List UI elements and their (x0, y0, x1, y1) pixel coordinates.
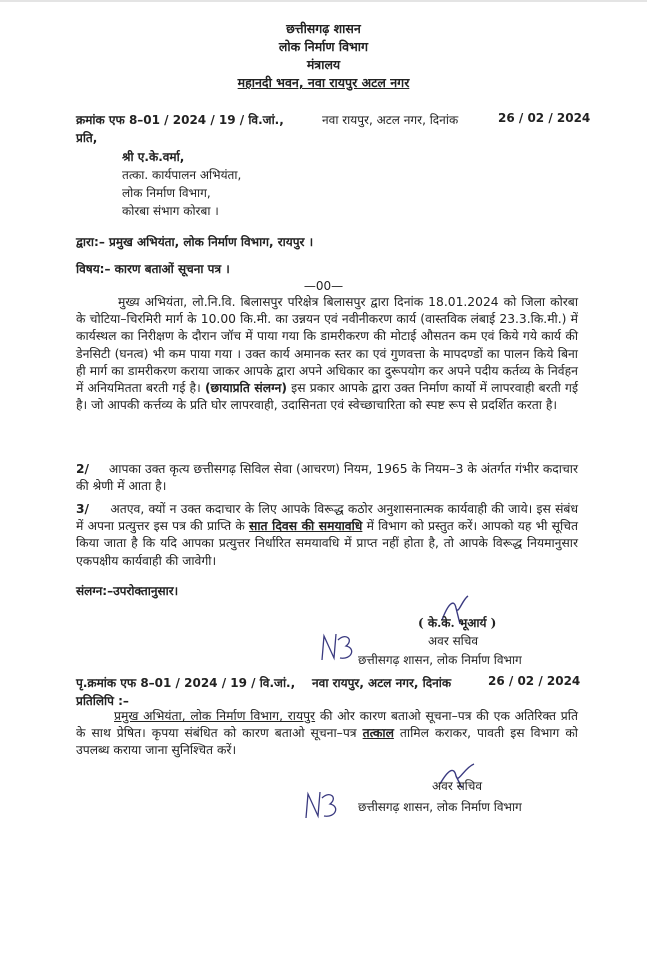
paragraph-1-bold: (छायाप्रति संलग्न) (204, 381, 287, 396)
header-address: महानदी भवन, नवा रायपुर अटल नगर (237, 75, 410, 90)
copy-text-b: की ओर कारण बताओ सूचना–पत्र की एक अतिरिक्त प्रति के साथ प्रेषित। कृपया संबंधित को कारण बताओ सूचना–पत्र (76, 709, 578, 741)
copy-ref-number: पृ.क्रमांक एफ 8–01 / 2024 / 19 / वि.जां., (76, 676, 296, 690)
recipient-division: कोरबा संभाग कोरबा । (122, 204, 219, 218)
copy-paragraph (76, 708, 578, 760)
recipient-department: लोक निर्माण विभाग, (122, 186, 211, 200)
copy-text-a: प्रमुख अभियंता, लोक निर्माण विभाग, रायपुर (114, 709, 316, 723)
paragraph-3-bold: सात दिवस की समयावधि (249, 519, 363, 534)
initials-mark-1 (316, 630, 360, 664)
top-border (0, 0, 647, 2)
paragraph-2-text: आपका उक्त कृत्य छत्तीसगढ़ सिविल सेवा (आचरण) नियम, 1965 के नियम–3 के अंतर्गत गंभीर कदाचार की श्रेणी में आता है। (76, 462, 578, 494)
paragraph-3-text-a: अतएव, क्यों न उक्त कदाचार के लिए आपके विरूद्ध कठोर अनुशासनात्मक कार्यवाही की जाये। इस संबंध में अपना प्रत्युत्तर इस पत्र की प्राप्ति के (76, 502, 579, 534)
recipient-designation: तत्का. कार्यपालन अभियंता, (122, 168, 242, 182)
paragraph-3-text-b: में विभाग को प्रस्तुत करें। आपको यह भी सूचित किया जाता है कि यदि आपका प्रत्युत्तर निर्धारित समयावधि में प्राप्त नहीं होता है, तो आपके विरूद्ध नियमानुसार एकपक्षीय कार्यवाही की जावेगी। (76, 519, 578, 568)
paragraph-1-text: मुख्य अभियंता, लो.नि.वि. बिलासपुर परिक्षेत्र बिलासपुर द्वारा दिनांक 18.01.2024 को जिला कोरबा के चोटिया–चिरमिरी मार्ग के 10.00 कि.मी. का उन्नयन एवं नवीनीकरण कार्य (वास्तविक लंबाई 23.3.कि.मी.) में कार्यस्थल का निरीक्षण के दौरान जॉच में पाया गया कि डामरीकरण की मोटाई औसतन कम एवं किये गये कार्य की डेनसिटी (घनत्व) भी कम पाया गया । उक्त कार्य अमानक स्तर का एवं गुणवत्ता के मापदण्डों का पालन किये बिना ही मार्ग का डामरीकरण कराया जाकर आपके द्वारा अपने अधिकार का दुरूपयोग कर अपने पदीय कर्तव्य के निर्वहन में अनियमितता बरती गई है। (76, 295, 578, 396)
ref-number: क्रमांक एफ 8–01 / 2024 / 19 / वि.जां., (76, 113, 284, 127)
paragraph-2-number: 2/ (76, 462, 90, 476)
copy-text-c: तामिल कराकर, पावती इस विभाग को उपलब्ध कराया जाना सुनिश्चित करें। (76, 726, 578, 758)
copy-label: प्रतिलिपि :– (76, 694, 129, 708)
recipient-name: श्री ए.के.वर्मा, (122, 150, 185, 164)
paragraph-2 (76, 461, 578, 495)
paragraph-1-tail: इस प्रकार आपके द्वारा उक्त निर्माण कार्यो में लापरवाही बरती गई है। जो आपकी कर्त्तव्य के प्रति घोर लापरवाही, उदासिनता एवं स्वेच्छाचारिता को स्पष्ट रूप से प्रदर्शित करता है। (76, 381, 578, 413)
copy-text-bold: तत्काल (362, 726, 394, 741)
via-line: द्वारा:– प्रमुख अभियंता, लोक निर्माण विभाग, रायपुर । (76, 235, 314, 249)
ref-place: नवा रायपुर, अटल नगर, दिनांक (322, 113, 459, 127)
signatory-department: छत्तीसगढ़ शासन, लोक निर्माण विभाग (358, 653, 522, 667)
paragraph-3-number: 3/ (76, 502, 90, 516)
header-department: लोक निर्माण विभाग (278, 39, 369, 54)
divider: —00— (303, 279, 344, 293)
copy-ref-place: नवा रायपुर, अटल नगर, दिनांक (312, 676, 452, 690)
header-government: छत्तीसगढ़ शासन (286, 21, 361, 36)
prati-label: प्रति, (76, 131, 98, 145)
subject-line: विषय:– कारण बताओं सूचना पत्र । (76, 262, 230, 276)
initials-mark-2 (300, 788, 344, 822)
copy-ref-date: 26 / 02 / 2024 (488, 674, 581, 688)
enclosure-line: संलग्न:–उपरोक्तानुसार। (76, 584, 179, 598)
signatory2-designation: अवर सचिव (432, 779, 483, 793)
ref-date: 26 / 02 / 2024 (498, 111, 591, 125)
signatory2-department: छत्तीसगढ़ शासन, लोक निर्माण विभाग (358, 800, 522, 814)
signatory-designation: अवर सचिव (428, 634, 479, 648)
paragraph-3 (76, 501, 578, 570)
signatory-name: ( के.के. भूआर्य ) (418, 616, 497, 630)
header-ministry: मंत्रालय (306, 57, 341, 72)
paragraph-1 (76, 294, 578, 414)
